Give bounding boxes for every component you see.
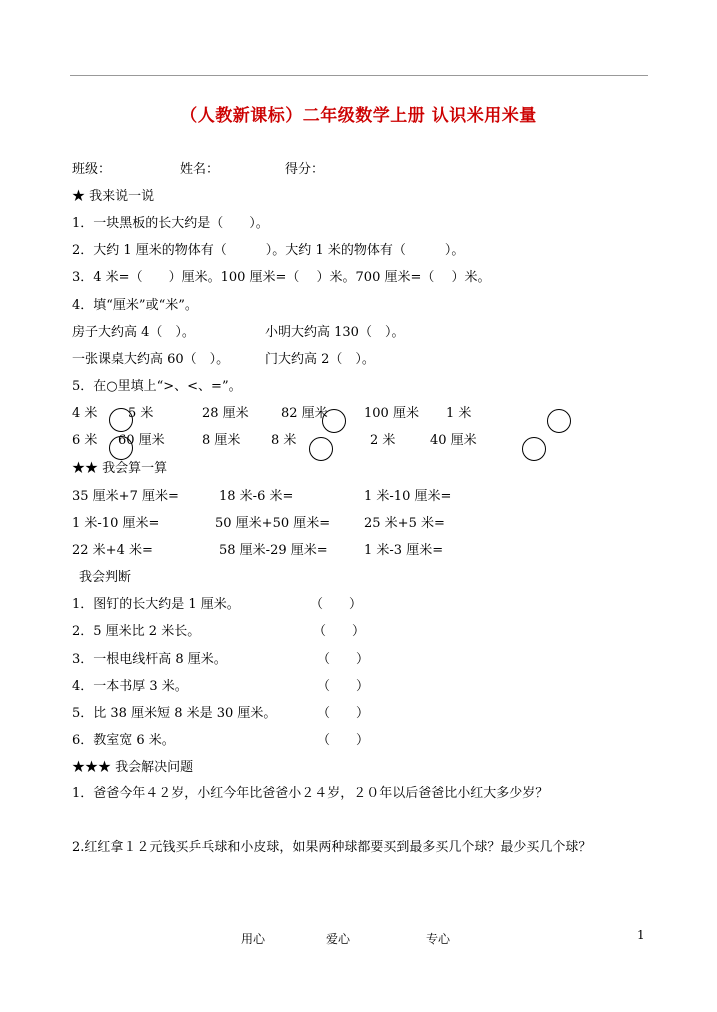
compare-item: 2 米 <box>370 433 396 448</box>
compare-item: 1 米 <box>446 406 472 421</box>
question-1-4: 4．填“厘米”或“米”。 <box>72 298 198 313</box>
footer-text: 爱心 <box>326 932 351 946</box>
question-1-4a: 房子大约高 4（ ）。 <box>72 325 195 340</box>
calc-item: 50 厘米+50 厘米= <box>215 516 331 531</box>
calc-item: 25 米+5 米= <box>364 516 445 531</box>
question-1-1: 1．一块黑板的长大约是（ ）。 <box>72 216 269 231</box>
compare-item: 28 厘米 <box>202 406 249 421</box>
compare-item: 8 厘米 <box>202 433 241 448</box>
section1-heading: ★ 我来说一说 <box>72 189 155 204</box>
header-rule <box>70 75 648 76</box>
judge-paren[interactable]: （ ） <box>317 706 370 721</box>
calc-item: 1 米-10 厘米= <box>364 489 452 504</box>
problem-2: 2.红红拿１２元钱买乒乓球和小皮球，如果两种球都要买到最多买几个球？最少买几个球？ <box>72 840 592 855</box>
judge-item: 3．一根电线杆高 8 厘米。 <box>72 652 227 667</box>
compare-item: 40 厘米 <box>430 433 477 448</box>
judge-paren[interactable]: （ ） <box>317 652 370 667</box>
footer-text: 用心 <box>241 932 266 946</box>
judge-item: 5．比 38 厘米短 8 米是 30 厘米。 <box>72 706 277 721</box>
page-number: 1 <box>637 928 645 942</box>
judge-paren[interactable]: （ ） <box>310 597 363 612</box>
compare-circle[interactable] <box>109 408 133 432</box>
judge-paren[interactable]: （ ） <box>313 624 366 639</box>
compare-item: 4 米 <box>72 406 98 421</box>
question-1-4b: 小明大约高 130（ ）。 <box>265 325 405 340</box>
compare-circle[interactable] <box>322 409 346 433</box>
calc-item: 1 米-3 厘米= <box>364 543 444 558</box>
calc-item: 18 米-6 米= <box>219 489 294 504</box>
section4-heading: ★★★ 我会解决问题 <box>72 760 194 775</box>
compare-item: 100 厘米 <box>364 406 419 421</box>
compare-circle[interactable] <box>309 437 333 461</box>
question-1-3: 3．4 米=（ ）厘米。100 厘米=（ ）米。700 厘米=（ ）米。 <box>72 270 491 285</box>
compare-circle[interactable] <box>522 437 546 461</box>
section3-heading: 我会判断 <box>79 570 132 585</box>
compare-circle[interactable] <box>547 409 571 433</box>
name-label: 姓名： <box>180 162 220 177</box>
calc-item: 35 厘米+7 厘米= <box>72 489 179 504</box>
compare-item: 5 米 <box>128 406 154 421</box>
judge-item: 6．教室宽 6 米。 <box>72 733 175 748</box>
score-label: 得分： <box>285 162 325 177</box>
footer-text: 专心 <box>426 932 451 946</box>
question-1-5: 5．在○里填上“>、<、=”。 <box>72 379 242 394</box>
compare-item: 60 厘米 <box>118 433 165 448</box>
compare-item: 6 米 <box>72 433 98 448</box>
judge-paren[interactable]: （ ） <box>317 733 370 748</box>
question-1-4c: 一张课桌大约高 60（ ）。 <box>72 352 230 367</box>
compare-item: 82 厘米 <box>281 406 328 421</box>
calc-item: 58 厘米-29 厘米= <box>219 543 328 558</box>
compare-item: 8 米 <box>271 433 297 448</box>
question-1-4d: 门大约高 2（ ）。 <box>265 352 375 367</box>
calc-item: 22 米+4 米= <box>72 543 153 558</box>
page-title: （人教新课标）二年级数学上册 认识米用米量 <box>180 106 537 126</box>
judge-item: 1．图钉的长大约是 1 厘米。 <box>72 597 240 612</box>
section2-heading: ★★ 我会算一算 <box>72 461 168 476</box>
question-1-2: 2．大约 1 厘米的物体有（ ）。大约 1 米的物体有（ ）。 <box>72 243 465 258</box>
judge-paren[interactable]: （ ） <box>317 679 370 694</box>
calc-item: 1 米-10 厘米= <box>72 516 160 531</box>
problem-1: 1．爸爸今年４２岁，小红今年比爸爸小２４岁，２０年以后爸爸比小红大多少岁？ <box>72 786 549 801</box>
class-label: 班级： <box>72 162 112 177</box>
judge-item: 4．一本书厚 3 米。 <box>72 679 188 694</box>
judge-item: 2．5 厘米比 2 米长。 <box>72 624 201 639</box>
